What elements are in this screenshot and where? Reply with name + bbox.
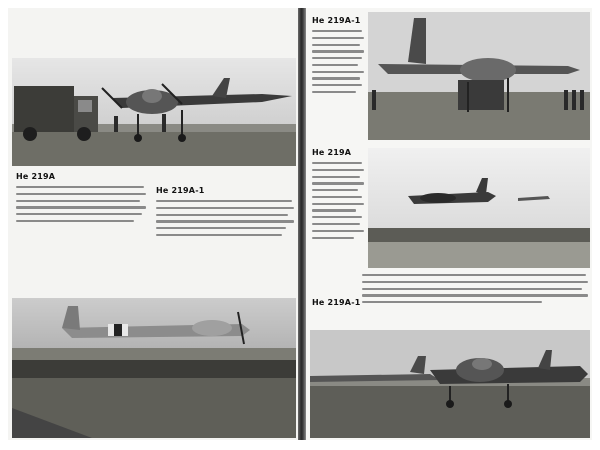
left-main-heading: He 219A bbox=[16, 172, 56, 181]
photo-aircraft-in-flight bbox=[368, 148, 590, 268]
photo-aircraft-on-runway bbox=[310, 330, 590, 438]
right-page bbox=[306, 8, 592, 440]
right-mid-heading: He 219A bbox=[312, 148, 352, 157]
photo-aircraft-with-truck bbox=[12, 58, 296, 166]
photo-aircraft-ground-crew bbox=[368, 12, 590, 140]
left-paragraph-b bbox=[156, 200, 294, 241]
book-spread bbox=[8, 8, 592, 440]
left-page bbox=[8, 8, 298, 440]
right-column-b bbox=[312, 162, 364, 243]
right-low-heading: He 219A-1 bbox=[312, 298, 361, 307]
right-column-a bbox=[312, 30, 364, 98]
book-gutter bbox=[298, 8, 306, 440]
left-sub-heading: He 219A-1 bbox=[156, 186, 205, 195]
left-paragraph-a bbox=[16, 186, 146, 227]
photo-aircraft-on-field bbox=[12, 298, 296, 438]
right-top-heading: He 219A-1 bbox=[312, 16, 361, 25]
right-wide-caption bbox=[362, 274, 588, 308]
